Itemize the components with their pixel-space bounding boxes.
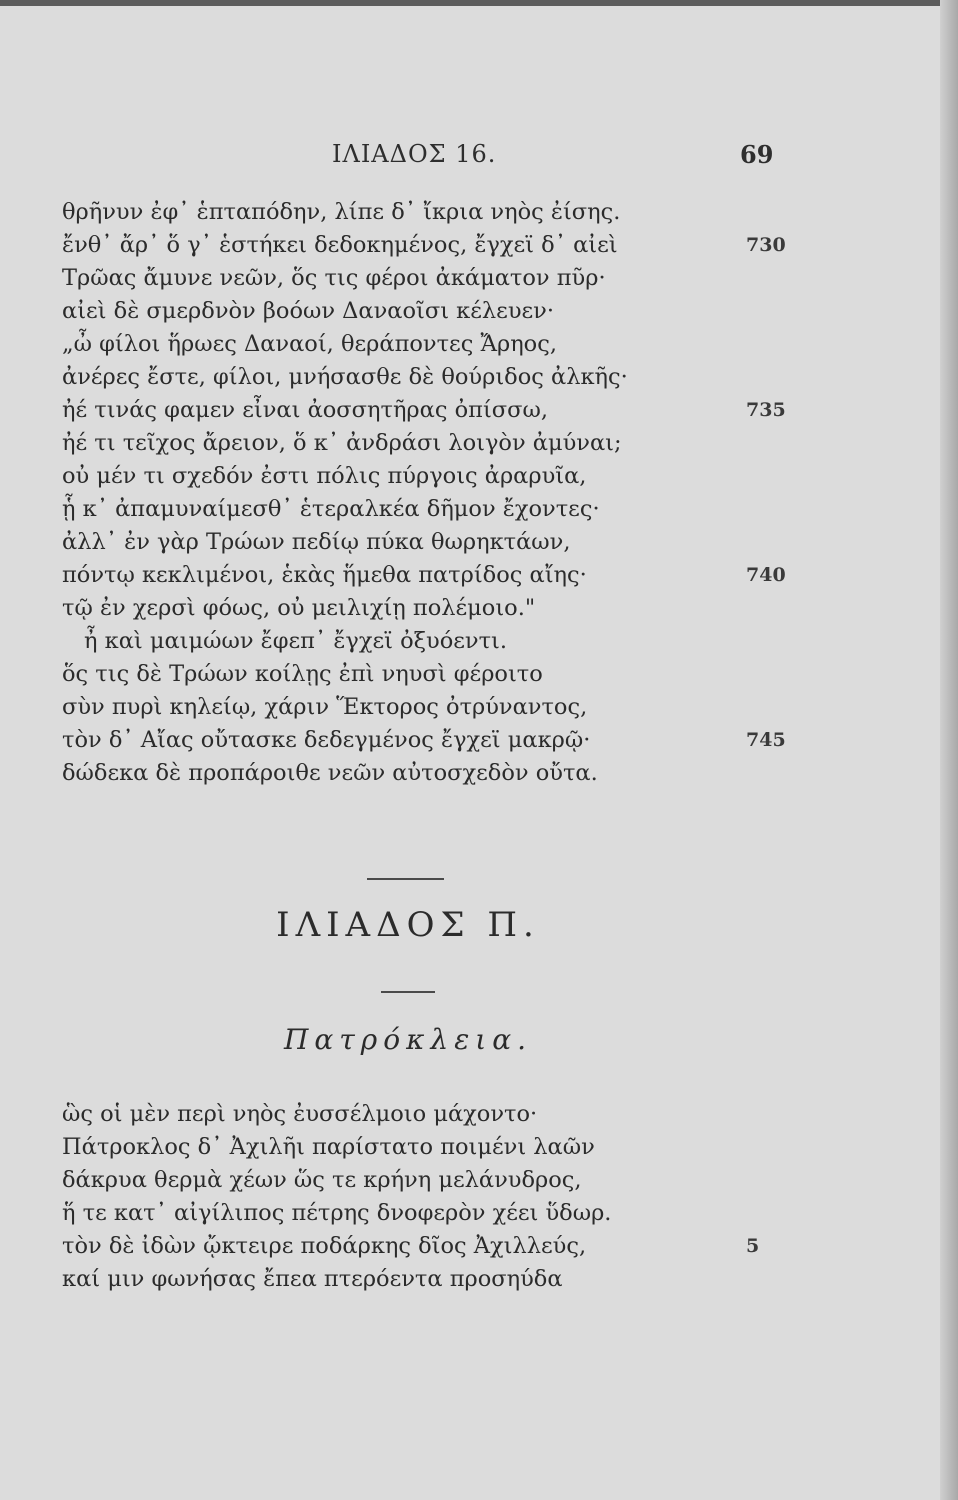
verse-text: αἰεὶ δὲ σμερδνὸν βοόων Δαναοῖσι κέλευεν·	[62, 298, 554, 324]
verse-line	[62, 1098, 782, 1131]
verse-line	[62, 1131, 782, 1164]
verse-line	[62, 295, 782, 328]
line-number: 745	[746, 729, 786, 751]
verse-text: ἠέ τι τεῖχος ἄρειον, ὅ κ᾽ ἀνδράσι λοιγὸν ἀμύναι;	[62, 430, 622, 456]
line-number: 730	[746, 234, 786, 256]
verse-text: ἥ τε κατ᾽ αἰγίλιπος πέτρης δνοφερὸν χέει ὕδωρ.	[62, 1200, 612, 1226]
verse-line	[62, 196, 782, 229]
section-rule-bottom	[381, 991, 435, 993]
verse-line	[62, 658, 782, 691]
verse-text: δάκρυα θερμὰ χέων ὥς τε κρήνη μελάνυδρος,	[62, 1167, 582, 1193]
verse-text: ὅς τις δὲ Τρώων κοίλῃς ἐπὶ νηυσὶ φέροιτο	[62, 661, 543, 687]
verse-line	[62, 691, 782, 724]
scan-top-edge	[0, 0, 958, 6]
verse-line	[62, 625, 782, 658]
verse-text: ἔνθ᾽ ἄρ᾽ ὅ γ᾽ ἑστήκει δεδοκημένος, ἔγχεϊ δ᾽ αἰεὶ	[62, 232, 618, 258]
verse-line	[62, 394, 786, 427]
verse-text: τὸν δ᾽ Αἴας οὔτασκε δεδεγμένος ἔγχεϊ μακρῷ·	[62, 727, 591, 753]
verse-text: „ὦ φίλοι ἥρωες Δαναοί, θεράποντες Ἄρηος,	[62, 331, 557, 357]
page-right-edge	[940, 0, 958, 1500]
verse-text: πόντῳ κεκλιμένοι, ἑκὰς ἥμεθα πατρίδος αἴης·	[62, 562, 587, 588]
verse-text: ᾗ κ᾽ ἀπαμυναίμεσθ᾽ ἑτεραλκέα δῆμον ἔχοντες·	[62, 496, 600, 522]
verse-text: ἦ καὶ μαιμώων ἔφεπ᾽ ἔγχεϊ ὀξυόεντι.	[84, 628, 508, 654]
verse-text: σὺν πυρὶ κηλείῳ, χάριν Ἕκτορος ὀτρύναντος,	[62, 694, 588, 720]
verse-text: Πάτροκλος δ᾽ Ἀχιλῆι παρίστατο ποιμένι λαῶν	[62, 1134, 595, 1160]
verse-line	[62, 262, 782, 295]
verse-line	[62, 427, 782, 460]
verse-line	[62, 1263, 782, 1296]
verse-line	[62, 361, 782, 394]
verse-line	[62, 757, 782, 790]
verse-text: Τρῶας ἄμυνε νεῶν, ὅς τις φέροι ἀκάματον πῦρ·	[62, 265, 606, 291]
verse-line	[62, 1164, 782, 1197]
verse-line	[62, 724, 786, 757]
verse-line	[62, 1197, 782, 1230]
verse-line	[62, 493, 782, 526]
page-number: 69	[740, 140, 774, 169]
verse-text: θρῆνυν ἐφ᾽ ἑπταπόδην, λίπε δ᾽ ἴκρια νηὸς ἐίσης.	[62, 199, 621, 225]
verse-line	[62, 460, 782, 493]
verse-line	[62, 592, 782, 625]
verse-line	[62, 1230, 782, 1263]
verse-line	[62, 526, 782, 559]
verse-text: τὸν δὲ ἰδὼν ᾤκτειρε ποδάρκης δῖος Ἀχιλλεύς,	[62, 1233, 587, 1259]
verse-text: ἀλλ᾽ ἐν γὰρ Τρώων πεδίῳ πύκα θωρηκτάων,	[62, 529, 571, 555]
book-title: ΙΛΙΑΔΟΣ Π.	[276, 905, 540, 945]
verse-block-book-16	[62, 196, 786, 790]
verse-text: οὐ μέν τι σχεδόν ἐστι πόλις πύργοις ἀραρυῖα,	[62, 463, 587, 489]
verse-text: δώδεκα δὲ προπάροιθε νεῶν αὐτοσχεδὸν οὔτα.	[62, 760, 598, 786]
verse-text: ὣς οἱ μὲν περὶ νηὸς ἐυσσέλμοιο μάχοντο·	[62, 1101, 538, 1127]
line-number: 5	[746, 1235, 760, 1257]
line-number: 735	[746, 399, 786, 421]
section-rule-top	[367, 878, 444, 880]
running-title: ΙΛΙΑΔΟΣ 16.	[332, 140, 497, 168]
verse-text: τῷ ἐν χερσὶ φόως, οὐ μειλιχίῃ πολέμοιο."	[62, 595, 536, 621]
page-header	[0, 140, 958, 176]
verse-text: ἠέ τινάς φαμεν εἶναι ἀοσσητῆρας ὀπίσσω,	[62, 397, 548, 423]
book-subtitle: Πατρόκλεια.	[283, 1023, 533, 1056]
verse-line	[62, 328, 782, 361]
verse-block-book-17	[62, 1098, 782, 1296]
verse-text: καί μιν φωνήσας ἔπεα πτερόεντα προσηύδα	[62, 1266, 563, 1292]
verse-text: ἀνέρες ἔστε, φίλοι, μνήσασθε δὲ θούριδος ἀλκῆς·	[62, 364, 628, 390]
verse-line	[62, 559, 786, 592]
line-number: 740	[746, 564, 786, 586]
verse-line	[62, 229, 786, 262]
